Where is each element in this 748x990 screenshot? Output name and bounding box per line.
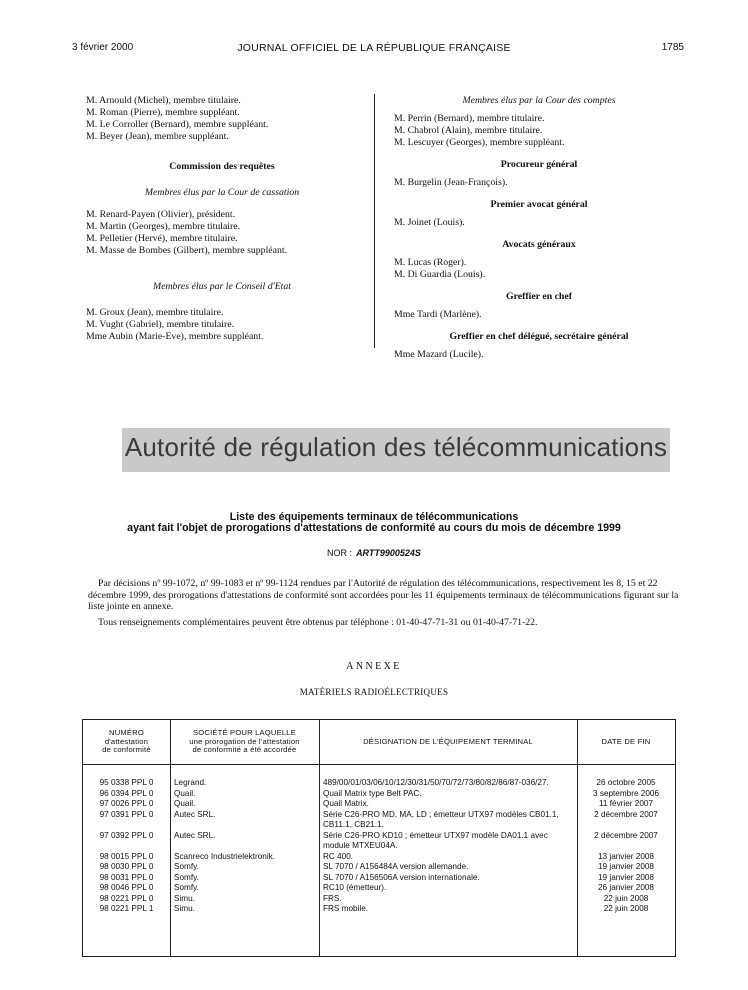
nor-value: ARTT9900524S [356,548,421,558]
table-row [83,862,675,873]
cell-designation: FRS mobile. [323,904,369,913]
table-row [83,873,675,884]
column-header-numero [83,720,170,764]
table-row [83,789,675,800]
journal-title: JOURNAL OFFICIEL DE LA RÉPUBLIQUE FRANÇAISE [237,42,511,54]
header-line: DÉSIGNATION DE L'ÉQUIPEMENT TERMINAL [363,736,533,746]
member-line: M. Chabrol (Alain), membre titulaire. [394,125,543,136]
member-line: M. Joinet (Louis). [394,217,465,228]
cell-date: 2 décembre 2007 [594,830,658,840]
cell-designation: Quail Matrix type Belt PAC. [323,788,422,798]
header-line: de conformité [102,745,151,755]
member-list [394,113,684,149]
document-title-line: ayant fait l'objet de prorogations d'attestations de conformité au cours du mois de décembre 1999 [127,522,621,534]
member-line: M. Perrin (Bernard), membre titulaire. [394,113,545,124]
cell-numero: 96 0394 PPL 0 [99,788,154,798]
nor-label: NOR : [327,548,353,558]
cell-societe: Scanreco Industrielektronik. [174,851,276,861]
cell-societe: Somfy. [174,872,199,882]
header-line: DATE DE FIN [601,736,651,746]
cell-designation: SL 7070 / A156484A version allemande. [323,862,469,871]
member-line: M. Beyer (Jean), membre suppléant. [86,131,229,142]
member-line: M. Masse de Bombes (Gilbert), membre suppléant. [86,245,288,256]
subsection-heading: Membres élus par la Cour de cassation [144,187,300,198]
section-heading: Avocats généraux [502,239,576,250]
cell-date: 2 décembre 2007 [594,809,658,819]
left-column [86,95,358,343]
section-heading: Commission des requêtes [169,161,275,172]
document-title [0,512,748,534]
table-row [83,904,675,915]
header-line: SOCIÉTÉ POUR LAQUELLE [193,728,296,738]
body-paragraph: Tous renseignements complémentaires peuvent être obtenus par téléphone : 01-40-47-71-31 ou 01-40-47-71-22. [98,617,538,628]
table-row [83,810,675,831]
equipment-table [82,719,676,957]
section-heading: Greffier en chef [505,291,572,302]
cell-designation: Quail Matrix. [323,799,369,808]
header-line: de conformité a été accordée [192,745,297,755]
cell-date: 26 janvier 2008 [598,883,654,892]
member-line: Mme Mazard (Lucile). [394,349,484,360]
cell-designation: RC10 (émetteur). [323,883,387,892]
member-list [86,307,358,343]
table-row [83,778,675,789]
cell-numero: 98 0030 PPL 0 [99,862,154,871]
member-line: M. Martin (Georges), membre titulaire. [86,221,241,232]
header-line: NUMÉRO [109,728,144,738]
banner-title: Autorité de régulation des télécommunications [124,432,668,462]
member-line: M. Pelletier (Hervé), membre titulaire. [86,233,238,244]
table-row [83,799,675,810]
cell-numero: 97 0026 PPL 0 [99,799,154,808]
annexe-subheading: MATÉRIELS RADIOÉLECTRIQUES [299,687,449,697]
column-header-date [577,720,675,764]
header-line: une prorogation de l'attestation [189,736,300,746]
cell-date: 19 janvier 2008 [598,862,654,871]
cell-societe: Autec SRL. [174,809,216,819]
cell-numero: 98 0046 PPL 0 [99,883,154,892]
cell-designation: Série C26-PRO MD, MA, LD ; émetteur UTX97 modèles CB01.1, CB11.1, CB21.1. [323,809,559,829]
nor-reference [0,548,748,558]
cell-designation: 489/00/01/03/06/10/12/30/31/50/70/72/73/80/82/86/87-036/27. [323,778,549,787]
right-column [394,95,684,361]
cell-societe: Simu. [174,893,195,903]
cell-societe: Somfy. [174,883,199,892]
column-header-designation [319,720,577,764]
cell-societe: Quail. [174,788,196,798]
section-heading: Premier avocat général [490,199,588,210]
cell-date: 13 janvier 2008 [598,851,654,861]
cell-numero: 98 0015 PPL 0 [99,851,154,861]
document-title-line: Liste des équipements terminaux de télécommunications [229,511,519,523]
cell-numero: 98 0221 PPL 0 [99,893,154,903]
cell-numero: 97 0392 PPL 0 [99,830,154,840]
cell-designation: FRS. [323,893,342,903]
cell-date: 22 juin 2008 [603,904,649,913]
column-divider [374,94,375,348]
section-heading: Greffier en chef délégué, secrétaire général [449,331,629,342]
cell-designation: Série C26-PRO KD10 ; émetteur UTX97 modèle DA01.1 avec module MTXEU04A. [323,830,548,850]
cell-numero: 98 0221 PPL 1 [99,904,154,913]
cell-date: 3 septembre 2006 [593,788,659,798]
cell-date: 22 juin 2008 [603,893,649,903]
header-line: d'attestation [104,736,149,746]
cell-date: 19 janvier 2008 [598,872,654,882]
subsection-heading: Membres élus par le Conseil d'Etat [152,281,292,292]
member-line: M. Di Guardia (Louis). [394,269,486,280]
annexe-heading: ANNEXE [346,661,402,672]
subsection-heading: Membres élus par la Cour des comptes [462,95,616,106]
member-line: M. Renard-Payen (Olivier), président. [86,209,236,220]
table-row [83,831,675,852]
table-row [83,883,675,894]
cell-designation: SL 7070 / A156506A version internationale. [323,872,480,882]
cell-designation: RC 400. [323,851,354,861]
member-line: M. Arnould (Michel), membre titulaire. [86,95,241,106]
cell-numero: 97 0391 PPL 0 [99,809,154,819]
cell-numero: 95 0338 PPL 0 [99,778,154,787]
body-paragraph: Par décisions nº 99-1072, nº 99-1083 et nº 99-1124 rendues par l'Autorité de régulation des télécommunications, respectivement les 8, 15 et 22 décembre 1999, des prorogations d'attestations de conformité sont accordées pour les 11 équipements terminaux de télécommunications figurant sur la liste jointe en annexe. [88,578,679,612]
table-row [83,852,675,863]
cell-societe: Autec SRL. [174,830,216,840]
section-heading: Procureur général [500,159,578,170]
cell-numero: 98 0031 PPL 0 [99,872,154,882]
column-header-societe [170,720,319,764]
cell-societe: Quail. [174,799,196,808]
cell-societe: Legrand. [174,778,207,787]
member-line: Mme Tardi (Marlène). [394,309,482,320]
header-date: 3 février 2000 [72,42,134,53]
table-body [83,778,675,915]
page-number: 1785 [661,42,684,53]
member-line: Mme Aubin (Marie-Eve), membre suppléant. [86,331,264,342]
member-list [86,95,358,143]
member-list [86,209,358,257]
member-line: M. Vught (Gabriel), membre titulaire. [86,319,235,330]
cell-societe: Somfy. [174,862,199,871]
table-row [83,894,675,905]
member-line: M. Burgelin (Jean-François). [394,177,508,188]
member-line: M. Groux (Jean), membre titulaire. [86,307,224,318]
member-line: M. Le Corroller (Bernard), membre suppléant. [86,119,269,130]
member-line: M. Lucas (Roger). [394,257,467,268]
cell-date: 26 octobre 2005 [596,778,656,787]
member-line: M. Lescuyer (Georges), membre suppléant. [394,137,565,148]
cell-societe: Simu. [174,904,195,913]
member-line: M. Roman (Pierre), membre suppléant. [86,107,240,118]
cell-date: 11 février 2007 [598,799,653,808]
